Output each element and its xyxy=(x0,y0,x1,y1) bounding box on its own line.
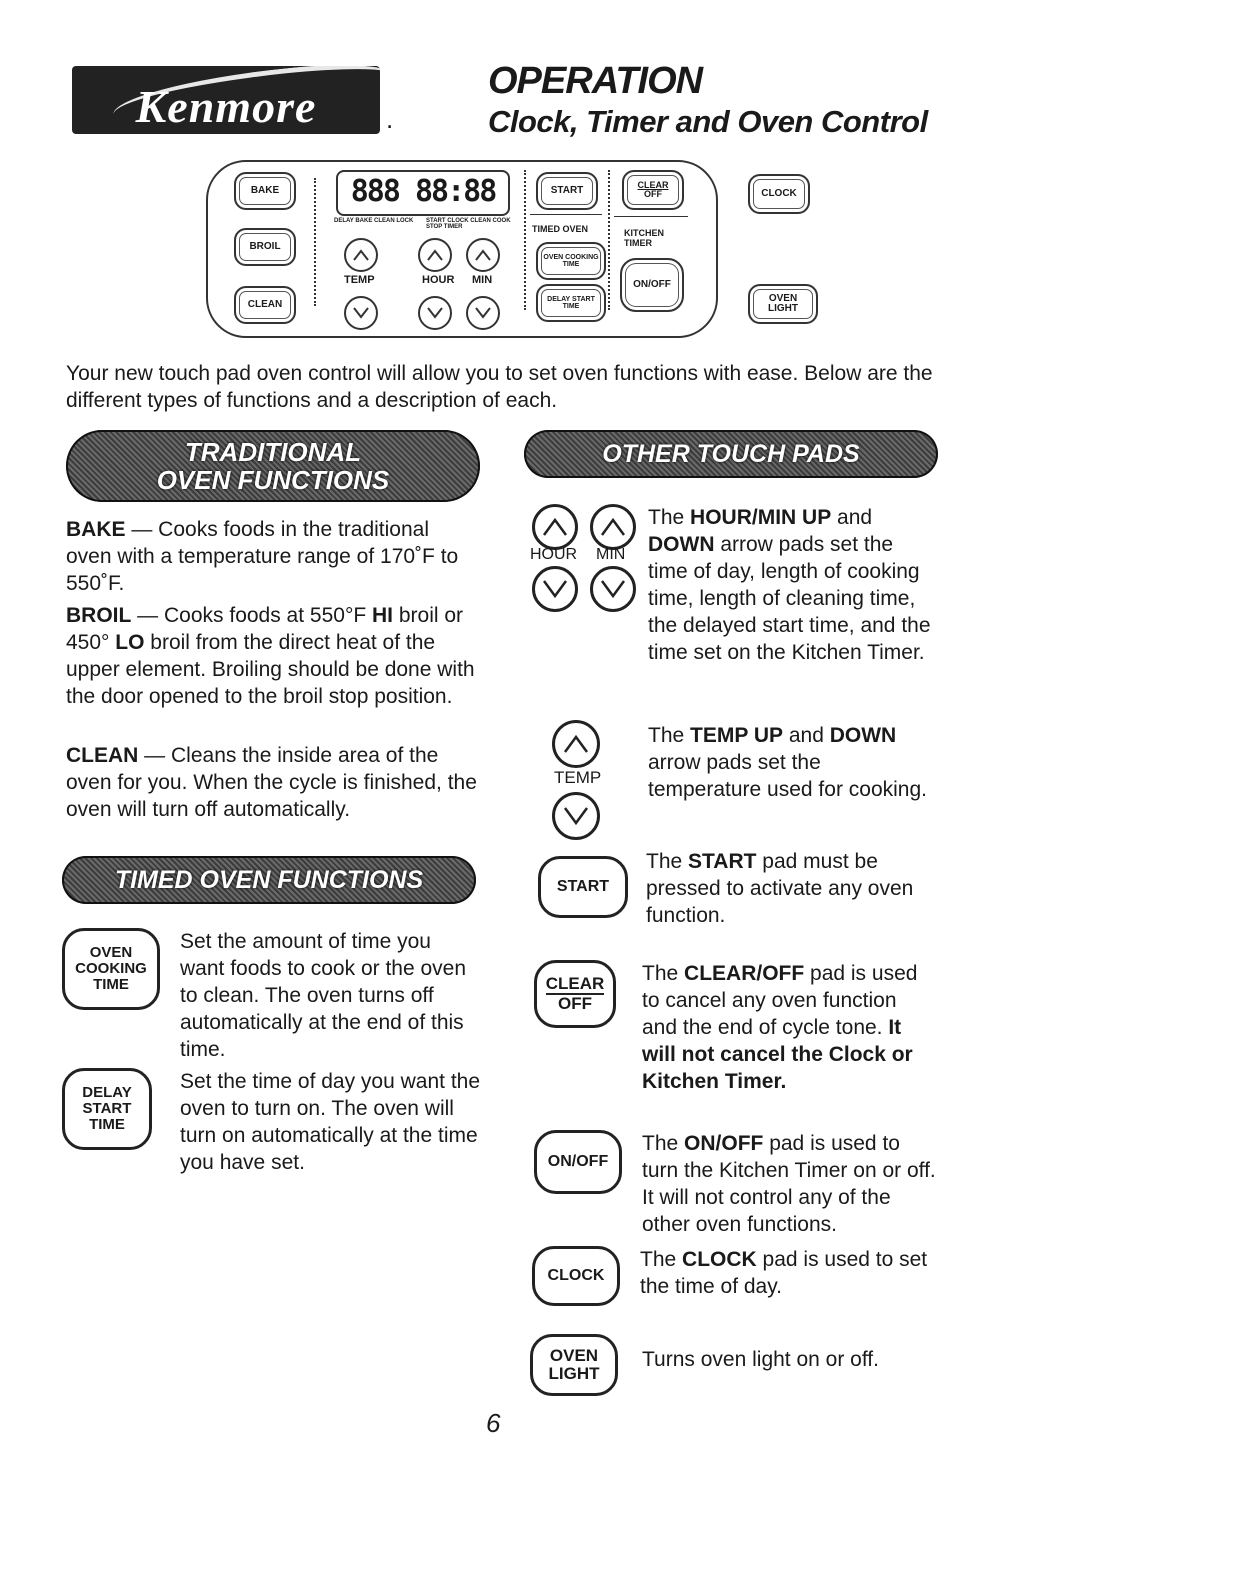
clear-off-description xyxy=(642,960,936,1095)
temp-up-arrow-icon[interactable] xyxy=(552,720,600,768)
clock-text: The xyxy=(640,1248,683,1271)
hour-label: HOUR xyxy=(530,546,578,563)
hourmin-text: and xyxy=(831,506,873,529)
panel-clean-pad[interactable]: CLEAN xyxy=(234,286,296,324)
broil-hi: HI xyxy=(372,604,394,627)
start-keyword: START xyxy=(688,850,757,873)
delay-pad-line3: TIME xyxy=(89,1115,125,1133)
onoff-text: The xyxy=(642,1132,685,1155)
panel-clear-off-pad[interactable] xyxy=(622,170,684,210)
intro-paragraph: Your new touch pad oven control will allow you to set oven functions with ease. Below are the different types of functions and a description of each. xyxy=(66,362,933,412)
delay-start-time-pad[interactable] xyxy=(62,1068,152,1150)
oven-cooking-time-description: Set the amount of time you want foods to cook or the oven to clean. The oven turns off automatically at the end of this time. xyxy=(180,930,467,1061)
bake-text: — Cooks foods in the traditional oven with a temperature range of 170˚F to 550˚F. xyxy=(66,518,459,595)
start-pad[interactable]: START xyxy=(538,856,628,918)
clock-keyword: CLOCK xyxy=(682,1248,757,1271)
panel-clock-pad[interactable]: CLOCK xyxy=(748,174,810,214)
panel-min-down-arrow-icon[interactable] xyxy=(466,296,500,330)
temp-text: and xyxy=(783,724,830,747)
panel-display-sublabel-right: START CLOCK CLEAN COOK STOP TIMER xyxy=(426,218,511,230)
panel-on-off-pad[interactable]: ON/OFF xyxy=(620,258,684,312)
temp-text: The xyxy=(648,724,691,747)
temp-keyword: DOWN xyxy=(829,724,897,747)
oven-pad-line2: COOKING xyxy=(75,960,147,978)
broil-text: — Cooks foods at 550°F xyxy=(131,604,373,627)
panel-divider xyxy=(314,178,316,306)
bake-description xyxy=(66,516,478,597)
delay-pad-line1: DELAY xyxy=(82,1084,132,1102)
start-text: The xyxy=(646,850,689,873)
panel-timed-oven-label: TIMED OVEN xyxy=(532,224,589,234)
hour-min-description xyxy=(648,504,938,666)
temp-down-arrow-icon[interactable] xyxy=(552,792,600,840)
broil-keyword: BROIL xyxy=(66,604,132,627)
hourmin-text: The xyxy=(648,506,691,529)
panel-divider xyxy=(614,216,688,217)
panel-oven-light-pad[interactable]: OVEN LIGHT xyxy=(748,284,818,324)
onoff-keyword: ON/OFF xyxy=(684,1132,764,1155)
clean-description xyxy=(66,742,478,823)
panel-divider xyxy=(530,214,602,215)
panel-off-label: OFF xyxy=(644,189,662,199)
page-title: OPERATION xyxy=(488,60,703,102)
hourmin-keyword: HOUR/MIN UP xyxy=(690,506,832,529)
kenmore-logo xyxy=(72,66,380,134)
clear-pad-line1: CLEAR xyxy=(545,974,605,994)
bake-keyword: BAKE xyxy=(66,518,126,541)
clean-text: — Cleans the inside area of the oven for you. When the cycle is finished, the oven will turn off automatically. xyxy=(66,744,477,821)
oven-pad-line1: OVEN xyxy=(89,944,133,962)
hour-up-arrow-icon[interactable] xyxy=(532,504,578,550)
traditional-banner xyxy=(66,430,480,502)
broil-lo: LO xyxy=(115,631,145,654)
panel-kitchen-timer-label: KITCHEN TIMER xyxy=(624,228,664,248)
temp-text: arrow pads set the temperature used for cooking. xyxy=(648,751,927,801)
panel-clear-label: CLEAR xyxy=(637,179,669,190)
light-pad-line2: LIGHT xyxy=(548,1364,600,1383)
panel-temp-down-arrow-icon[interactable] xyxy=(344,296,378,330)
timed-banner xyxy=(62,856,476,904)
timed-banner-text: TIMED OVEN FUNCTIONS xyxy=(114,866,424,894)
traditional-banner-line1: TRADITIONAL xyxy=(184,437,362,467)
panel-divider xyxy=(608,170,610,310)
hourmin-text: arrow pads set the time of day, length of cooking time, length of cleaning time, the delayed start time, and the time set on the Kitchen Timer. xyxy=(648,533,931,664)
clear-text: The xyxy=(642,962,685,985)
clear-pad-line2: OFF xyxy=(558,994,592,1013)
panel-min-label: MIN xyxy=(472,274,493,286)
delay-pad-line2: START xyxy=(82,1100,132,1118)
panel-oven-cooking-time-pad[interactable]: OVEN COOKING TIME xyxy=(536,242,606,280)
other-banner-text: OTHER TOUCH PADS xyxy=(602,440,860,468)
broil-description xyxy=(66,602,478,710)
on-off-pad[interactable]: ON/OFF xyxy=(534,1130,622,1194)
light-pad-line1: OVEN xyxy=(549,1346,599,1366)
panel-display: 888 88:88 xyxy=(336,170,510,216)
panel-start-pad[interactable]: START xyxy=(536,172,598,210)
other-banner xyxy=(524,430,938,478)
panel-min-up-arrow-icon[interactable] xyxy=(466,238,500,272)
temp-keyword: TEMP UP xyxy=(690,724,783,747)
logo-dot: . xyxy=(386,104,394,134)
panel-display-sublabel-left: DELAY BAKE CLEAN LOCK xyxy=(334,218,414,224)
logo-wordmark: Kenmore xyxy=(135,81,317,132)
clean-keyword: CLEAN xyxy=(66,744,139,767)
panel-hour-down-arrow-icon[interactable] xyxy=(418,296,452,330)
temp-description xyxy=(648,722,938,803)
hourmin-keyword: DOWN xyxy=(648,533,715,556)
clear-text: pad is used to cancel any oven function and the end of cycle tone. xyxy=(642,962,918,1039)
panel-bake-pad[interactable]: BAKE xyxy=(234,172,296,210)
onoff-text: pad is used to turn the Kitchen Timer on or off. It will not control any of the other oven functions. xyxy=(642,1132,936,1236)
temp-label: TEMP xyxy=(554,768,602,787)
oven-light-description: Turns oven light on or off. xyxy=(642,1348,879,1371)
traditional-banner-line2: OVEN FUNCTIONS xyxy=(156,465,390,495)
min-label: MIN xyxy=(596,546,626,563)
panel-hour-label: HOUR xyxy=(422,274,455,286)
broil-text: broil or 450° xyxy=(66,604,464,654)
oven-light-pad[interactable] xyxy=(530,1334,618,1396)
min-up-arrow-icon[interactable] xyxy=(590,504,636,550)
page-number: 6 xyxy=(486,1408,501,1438)
panel-temp-up-arrow-icon[interactable] xyxy=(344,238,378,272)
oven-cooking-time-pad[interactable] xyxy=(62,928,160,1010)
clear-keyword: CLEAR/OFF xyxy=(684,962,805,985)
clear-warning: It will not cancel the Clock or Kitchen Timer. xyxy=(642,1016,913,1093)
min-down-arrow-icon[interactable] xyxy=(590,566,636,612)
oven-pad-line3: TIME xyxy=(93,975,129,993)
on-off-description xyxy=(642,1130,936,1238)
panel-hour-up-arrow-icon[interactable] xyxy=(418,238,452,272)
start-text: pad must be pressed to activate any oven function. xyxy=(646,850,914,927)
panel-temp-label: TEMP xyxy=(344,274,375,286)
clock-pad[interactable]: CLOCK xyxy=(532,1246,620,1306)
clock-text: pad is used to set the time of day. xyxy=(640,1248,928,1298)
panel-divider xyxy=(524,170,526,310)
clock-description xyxy=(640,1246,936,1300)
page-subtitle: Clock, Timer and Oven Control xyxy=(488,104,928,139)
start-description xyxy=(646,848,936,929)
panel-broil-pad[interactable]: BROIL xyxy=(234,228,296,266)
hour-down-arrow-icon[interactable] xyxy=(532,566,578,612)
panel-delay-start-time-pad[interactable]: DELAY START TIME xyxy=(536,284,606,322)
delay-start-time-description: Set the time of day you want the oven to turn on. The oven will turn on automatically at the time you have set. xyxy=(180,1070,481,1174)
broil-text: broil from the direct heat of the upper element. Broiling should be done with the door opened to the broil stop position. xyxy=(66,631,475,708)
clear-off-pad[interactable] xyxy=(534,960,616,1028)
